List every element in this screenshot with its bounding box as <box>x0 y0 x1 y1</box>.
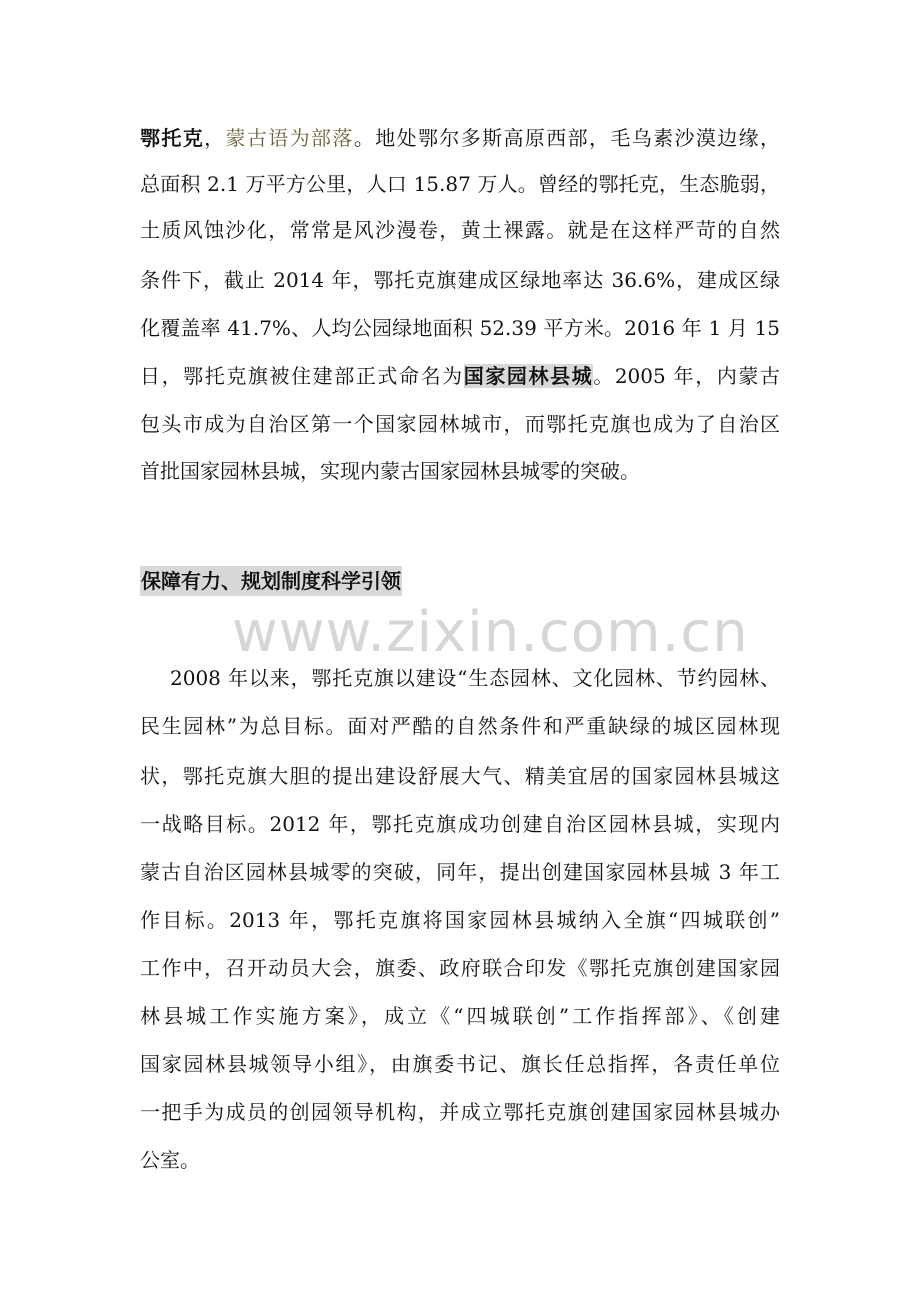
highlight-term: 国家园林县城 <box>463 364 594 388</box>
term-note: 蒙古语为部落 <box>225 126 354 150</box>
text-line: 土质风蚀沙化，常常是风沙漫卷，黄土裸露。就是在这样严苛的自然 <box>140 218 780 242</box>
text-line: 一战略目标。2012 年，鄂托克旗成功创建自治区园林县城，实现内 <box>140 812 780 836</box>
text-line: 国家园林县城领导小组》，由旗委书记、旗长任总指挥，各责任单位 <box>140 1052 780 1076</box>
text-line: 蒙古自治区园林县城零的突破，同年，提出创建国家园林县城 3 年工 <box>140 860 780 884</box>
text-span: 。2005 年，内蒙古 <box>593 364 780 388</box>
text-line: 一把手为成员的创园领导机构，并成立鄂托克旗创建国家园林县城办 <box>140 1100 780 1124</box>
section-heading: 保障有力、规划制度科学引领 <box>140 566 402 596</box>
text-line: 林县城工作实施方案》，成立《“四城联创”工作指挥部》、《创建 <box>140 1004 780 1028</box>
text-line: 条件下，截止 2014 年，鄂托克旗建成区绿地率达 36.6%，建成区绿 <box>140 268 780 292</box>
text-line: 民生园林”为总目标。面对严酷的自然条件和严重缺绿的城区园林现 <box>140 714 780 738</box>
text-line: 状，鄂托克旗大胆的提出建设舒展大气、精美宜居的国家园林县城这 <box>140 764 780 788</box>
text-line: 总面积 2.1 万平方公里，人口 15.87 万人。曾经的鄂托克，生态脆弱， <box>140 172 780 196</box>
term-etuoke: 鄂托克 <box>140 126 205 150</box>
text-line <box>140 362 780 390</box>
text-line: 工作中，召开动员大会，旗委、政府联合印发《鄂托克旗创建国家园 <box>140 956 780 980</box>
text-span: 。地处鄂尔多斯高原西部，毛乌素沙漠边缘， <box>353 126 780 150</box>
text-line: 公室。 <box>140 1148 200 1172</box>
text-line: 2008 年以来，鄂托克旗以建设“生态园林、文化园林、节约园林、 <box>170 666 780 690</box>
text-line: 化覆盖率 41.7%、人均公园绿地面积 52.39 平方米。2016 年 1 月 15 <box>140 316 780 340</box>
text-line: 首批国家园林县城，实现内蒙古国家园林县城零的突破。 <box>140 459 640 483</box>
text-line: 包头市成为自治区第一个国家园林城市，而鄂托克旗也成为了自治区 <box>140 412 780 436</box>
text-line <box>140 124 780 152</box>
text-span: 日，鄂托克旗被住建部正式命名为 <box>140 364 464 388</box>
text-span: ， <box>204 126 226 150</box>
watermark: www.zixin.com.cn <box>232 600 749 665</box>
text-line: 作目标。2013 年，鄂托克旗将国家园林县城纳入全旗“四城联创” <box>140 908 780 932</box>
